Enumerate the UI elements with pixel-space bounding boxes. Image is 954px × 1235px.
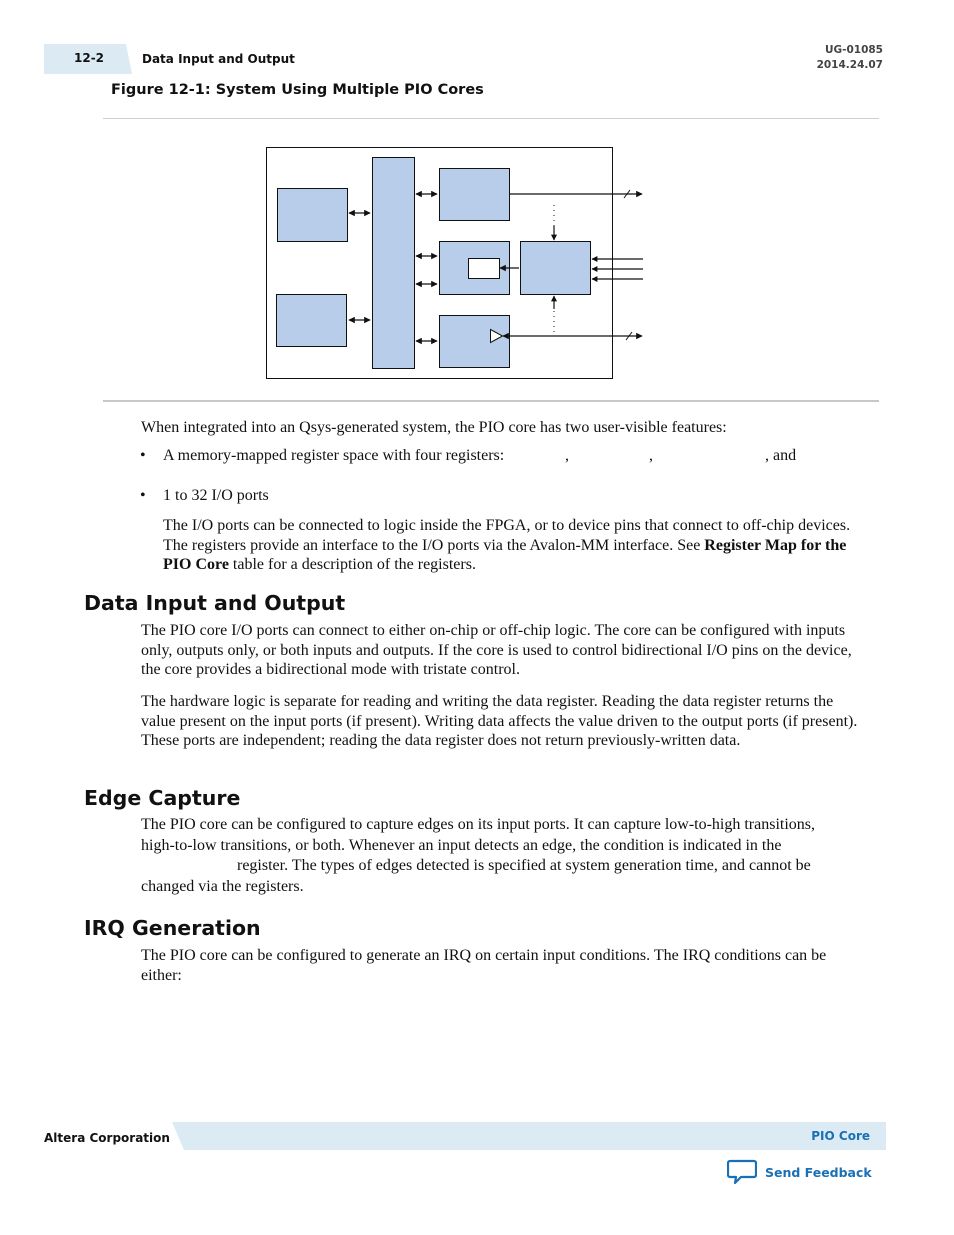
processor-block-2 — [277, 295, 347, 347]
register-separator-2: , — [649, 447, 653, 464]
io-ports-detail-text: The I/O ports can be connected to logic inside the FPGA, or to device pins that connect to off-chip devices. The registers provide an interface to the I/O ports via the Avalon-MM interface. See — [163, 517, 851, 554]
footer-company: Altera Corporation — [44, 1131, 170, 1145]
pio-block-1 — [440, 169, 510, 221]
pio-register-box — [469, 259, 500, 279]
send-feedback-label: Send Feedback — [765, 1164, 872, 1180]
io-ports-detail — [163, 516, 863, 575]
heading-edge-capture: Edge Capture — [84, 786, 241, 810]
bullet-register-prefix: A memory-mapped register space with four registers: — [163, 447, 505, 464]
data-io-paragraph-2: The hardware logic is separate for reading and writing the data register. Reading the data register returns the value present on the input ports (if present). Writing data affects the value driven to the output ports (if present). These ports are independent; reading the data register does not return previously-written data. — [141, 693, 858, 749]
edge-capture-line-4: changed via the registers. — [141, 878, 304, 895]
running-section-title: Data Input and Output — [142, 52, 295, 66]
figure-bottom-rule — [103, 400, 879, 402]
intro-paragraph: When integrated into an Qsys-generated system, the PIO core has two user-visible features: — [141, 419, 727, 436]
bullet-register-space — [163, 447, 504, 465]
document-date: 2014.24.07 — [816, 59, 883, 71]
edge-capture-line-2: high-to-low transitions, or both. Whenever an input detects an edge, the condition is indicated in the — [141, 837, 782, 854]
heading-irq-generation: IRQ Generation — [84, 916, 261, 940]
edge-capture-line-3: register. The types of edges detected is specified at system generation time, and cannot be — [237, 857, 811, 874]
pio-system-diagram — [0, 0, 954, 400]
bullet-io-ports: 1 to 32 I/O ports — [163, 487, 269, 504]
figure-caption: Figure 12-1: System Using Multiple PIO Cores — [111, 82, 484, 98]
heading-data-input-output: Data Input and Output — [84, 591, 346, 615]
bullet-marker-2: • — [140, 487, 146, 504]
edge-capture-line-1: The PIO core can be configured to capture edges on its input ports. It can capture low-to-high transitions, — [141, 816, 816, 833]
bullet-marker-1: • — [140, 447, 146, 464]
send-feedback-button[interactable] — [727, 1159, 872, 1185]
interconnect-block — [373, 158, 415, 369]
irq-paragraph: The PIO core can be configured to generate an IRQ on certain input conditions. The IRQ conditions can be either: — [141, 947, 827, 984]
io-ports-detail-tail: table for a description of the registers. — [232, 556, 476, 573]
pio-block-3 — [440, 316, 510, 368]
footer-band — [172, 1122, 886, 1150]
register-separator-3: , and — [765, 447, 797, 464]
register-map-link[interactable]: Register Map for the PIO Core — [163, 536, 847, 573]
page-number: 12-2 — [74, 51, 105, 65]
data-io-paragraph-1: The PIO core I/O ports can connect to either on-chip or off-chip logic. The core can be configured with inputs only, outputs only, or both inputs and outputs. If the core is used to control bidirectional I/O pins on the device, the core provides a bidirectional mode with tristate control. — [141, 622, 852, 678]
feedback-bubble-icon — [727, 1159, 757, 1185]
register-separator-1: , — [565, 447, 569, 464]
processor-block-1 — [278, 189, 348, 242]
logic-block — [521, 242, 591, 295]
document-id-number: UG-01085 — [824, 44, 883, 56]
footer-chapter-link[interactable]: PIO Core — [811, 1129, 870, 1143]
